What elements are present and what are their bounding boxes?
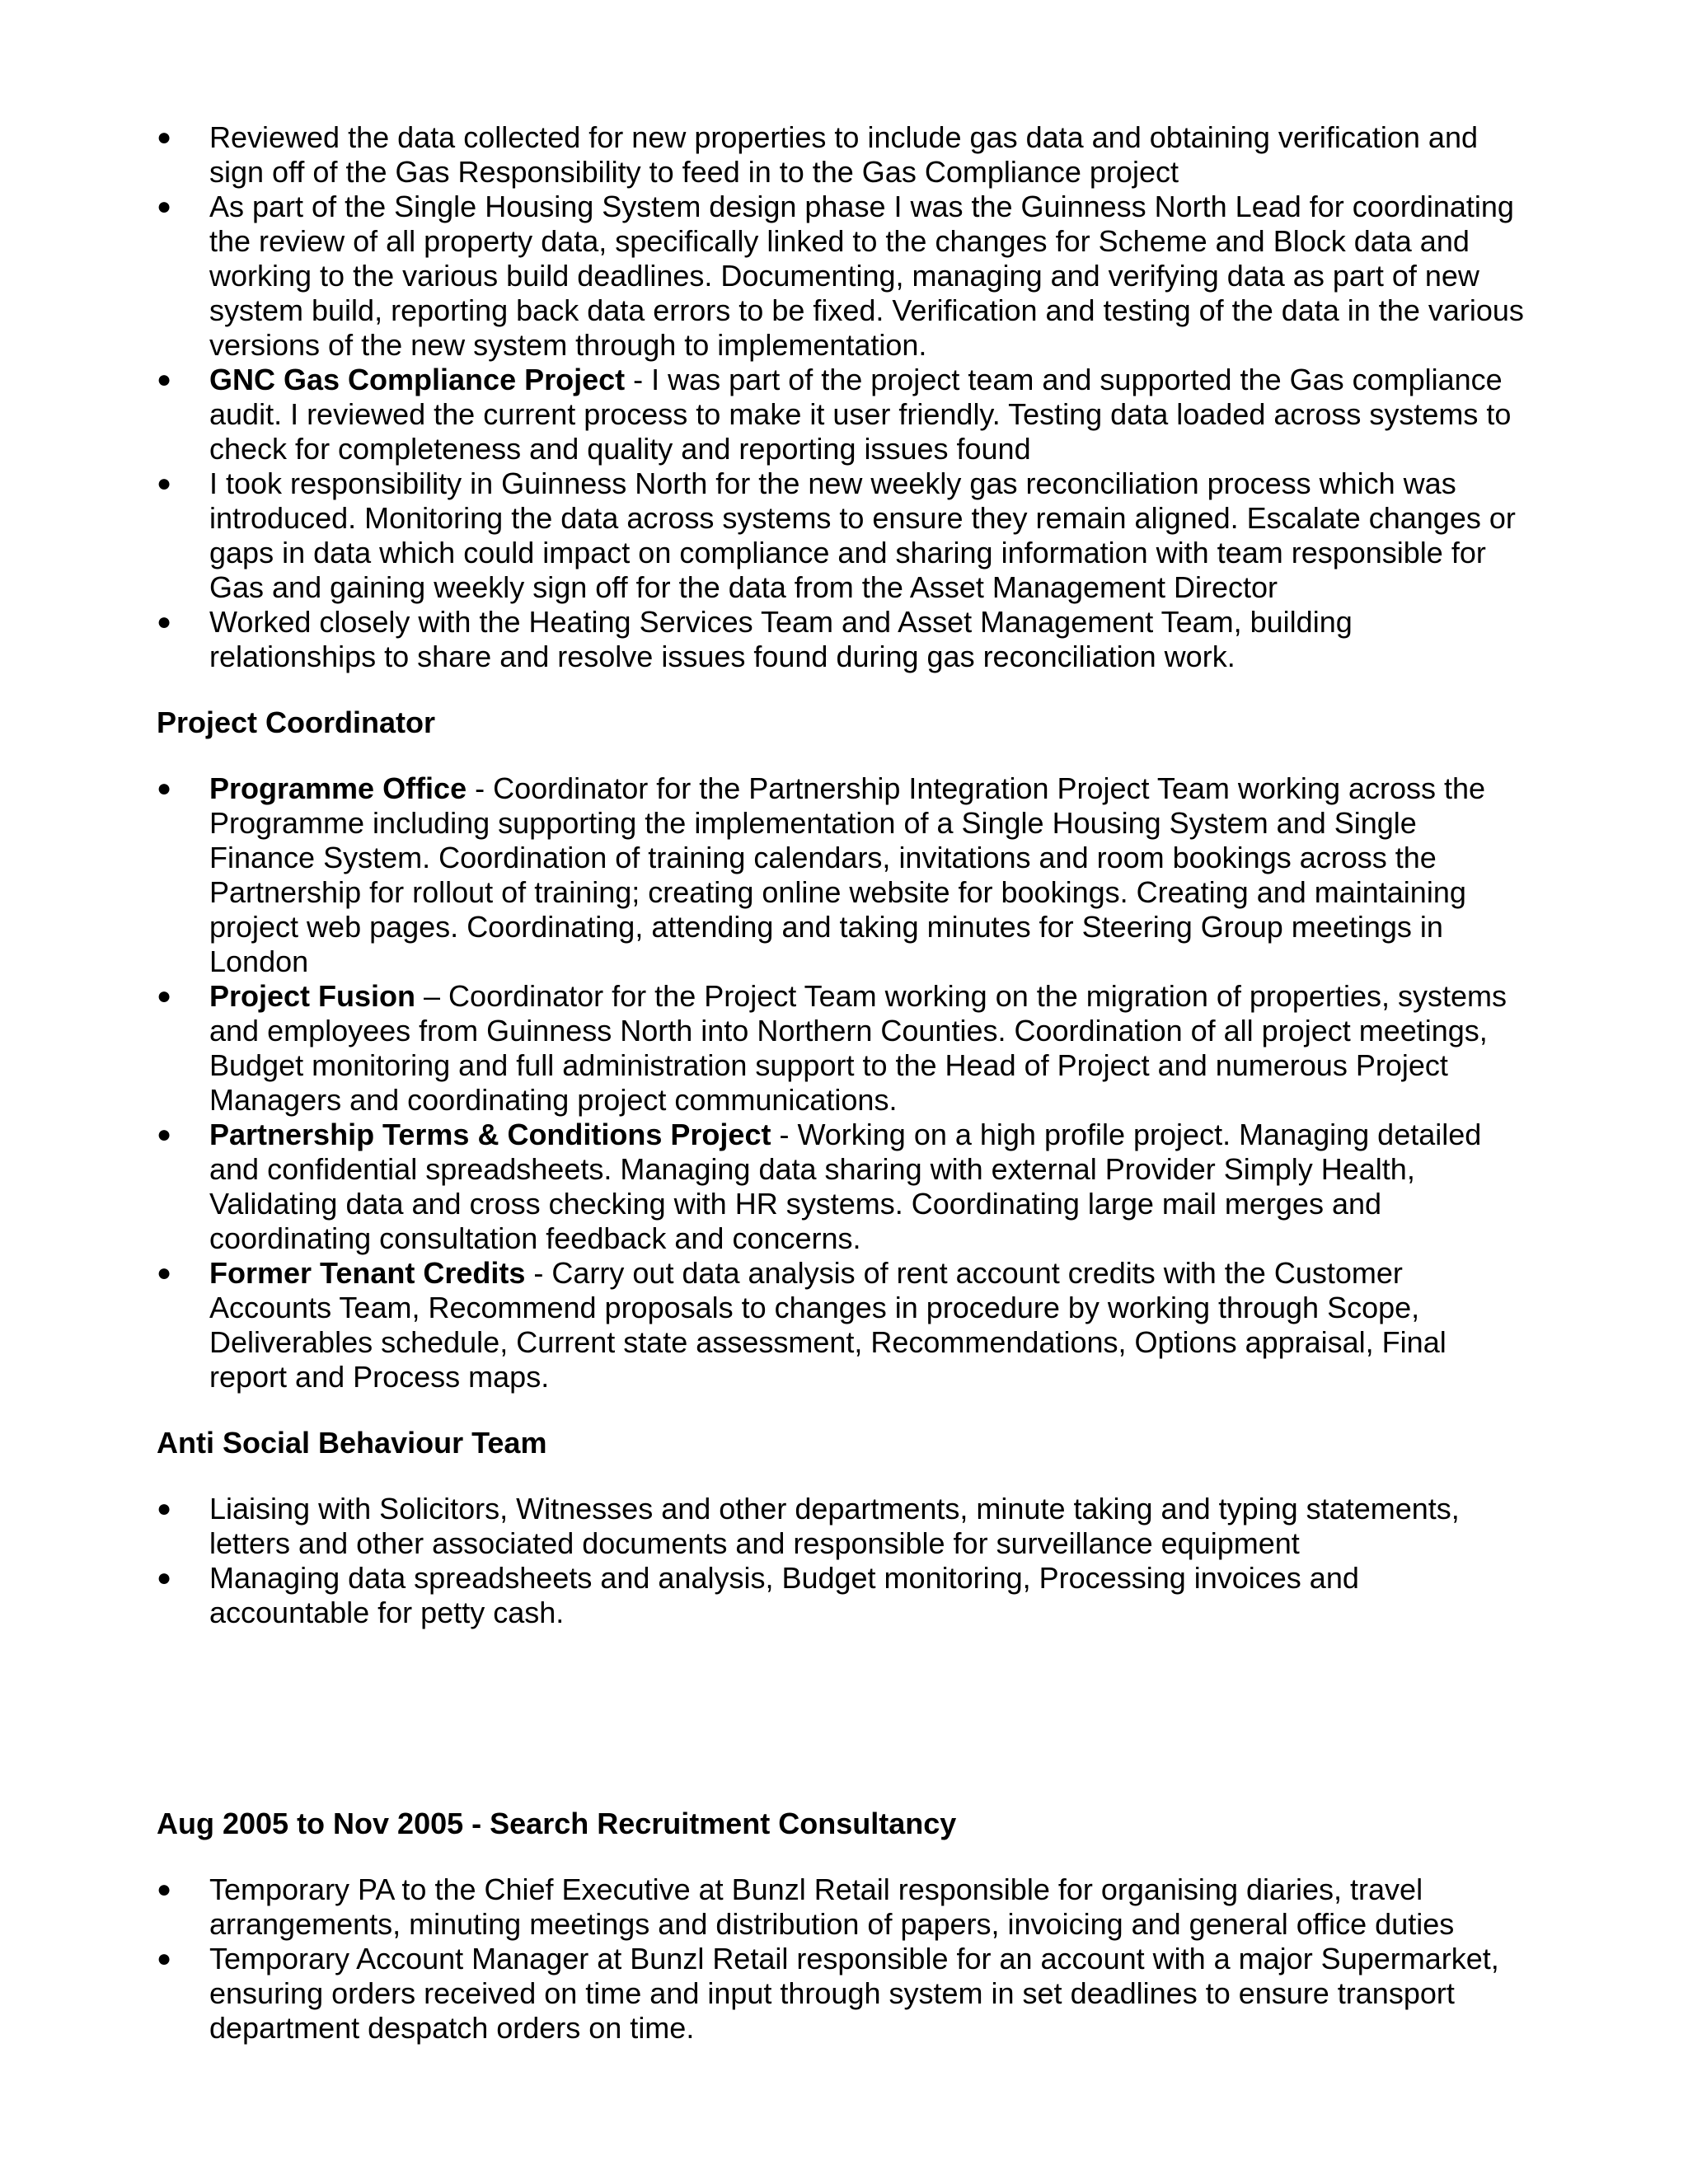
list-item (157, 1256, 1525, 1394)
intro-bullet-list (157, 120, 1525, 674)
bullet-icon: ● (157, 982, 172, 1010)
list-item-lead: Partnership Terms & Conditions Project (209, 1118, 771, 1151)
list-item (157, 605, 1525, 674)
bullet-icon: ● (157, 1564, 172, 1591)
bullet-icon: ● (157, 124, 172, 151)
list-item-text: Reviewed the data collected for new properties to include gas data and obtaining verification and sign off of the Gas Responsibility to feed in to the Gas Compliance project (209, 120, 1478, 189)
bullet-icon: ● (157, 1121, 172, 1148)
list-item (157, 1942, 1525, 2046)
list-item (157, 1492, 1525, 1561)
list-item (157, 363, 1525, 466)
section-heading-anti-social-behaviour-team: Anti Social Behaviour Team (157, 1426, 547, 1460)
list-item-text: As part of the Single Housing System design phase I was the Guinness North Lead for coordinating the review of all property data, specifically linked to the changes for Scheme and Block data and working to the various build deadlines. Documenting, managing and verifying data as part of new system build, reporting back data errors to be fixed. Verification and testing of the data in the various versions of the new system through to implementation. (209, 190, 1524, 362)
list-item-text: - Coordinator for the Partnership Integration Project Team working across the Programme including supporting the implementation of a Single Housing System and Single Finance System. Coordination of training calendars, invitations and room bookings across the Partnership for rollout of training; creating online website for bookings. Creating and maintaining project web pages. Coordinating, attending and taking minutes for Steering Group meetings in London (209, 771, 1486, 978)
bullet-icon: ● (157, 608, 172, 635)
bullet-icon: ● (157, 1876, 172, 1903)
list-item-text: Temporary PA to the Chief Executive at Bunzl Retail responsible for organising diaries, travel arrangements, minuting meetings and distribution of papers, invoicing and general office duties (209, 1872, 1455, 1941)
list-item (157, 979, 1525, 1118)
list-item-lead: Former Tenant Credits (209, 1256, 526, 1290)
list-item-text: - I was part of the project team and supported the Gas compliance audit. I reviewed the current process to make it user friendly. Testing data loaded across systems to check for completeness and quality and reporting issues found (209, 363, 1512, 466)
list-item-text: Worked closely with the Heating Services Team and Asset Management Team, building relationships to share and resolve issues found during gas reconciliation work. (209, 605, 1353, 673)
list-item-text: – Coordinator for the Project Team working on the migration of properties, systems and employees from Guinness North into Northern Counties. Coordination of all project meetings, Budget monitoring and full administration support to the Head of Project and numerous Project Managers and coordinating project communications. (209, 979, 1507, 1117)
bullet-icon: ● (157, 193, 172, 220)
bullet-icon: ● (157, 470, 172, 497)
list-item-lead: Programme Office (209, 771, 467, 805)
list-item (157, 1561, 1525, 1630)
list-item-text: I took responsibility in Guinness North for the new weekly gas reconciliation process which was introduced. Monitoring the data across systems to ensure they remain aligned. Escalate changes or gaps in data which could impact on compliance and sharing information with team responsible for Gas and gaining weekly sign off for the data from the Asset Management Director (209, 466, 1516, 604)
project-coordinator-bullet-list (157, 771, 1525, 1394)
list-item-lead: Project Fusion (209, 979, 416, 1013)
list-item (157, 466, 1525, 605)
list-item-text: - Working on a high profile project. Managing detailed and confidential spreadsheets. Managing data sharing with external Provider Simply Health, Validating data and cross checking with HR systems. Coordinating large mail merges and coordinating consultation feedback and concerns. (209, 1118, 1482, 1255)
bullet-icon: ● (157, 1495, 172, 1522)
bullet-icon: ● (157, 775, 172, 802)
list-item-text: Temporary Account Manager at Bunzl Retail responsible for an account with a major Supermarket, ensuring orders received on time and input through system in set deadlines to ensure transport department despatch orders on time. (209, 1942, 1499, 2045)
list-item-lead: GNC Gas Compliance Project (209, 363, 626, 396)
document-content (157, 120, 1525, 2046)
search-recruitment-bullet-list (157, 1872, 1525, 2046)
asb-team-bullet-list (157, 1492, 1525, 1630)
section-heading-project-coordinator: Project Coordinator (157, 705, 436, 739)
list-item-text: Liaising with Solicitors, Witnesses and other departments, minute taking and typing statements, letters and other associated documents and responsible for surveillance equipment (209, 1492, 1460, 1560)
list-item (157, 190, 1525, 363)
list-item (157, 1872, 1525, 1942)
spacer (157, 1630, 1525, 1775)
bullet-icon: ● (157, 1945, 172, 1972)
list-item-text: Managing data spreadsheets and analysis, Budget monitoring, Processing invoices and accountable for petty cash. (209, 1561, 1359, 1629)
bullet-icon: ● (157, 366, 172, 393)
list-item (157, 771, 1525, 979)
list-item-text: - Carry out data analysis of rent account credits with the Customer Accounts Team, Recommend proposals to changes in procedure by working through Scope, Deliverables schedule, Current state assessment, Recommendations, Options appraisal, Final report and Process maps. (209, 1256, 1447, 1394)
bullet-icon: ● (157, 1259, 172, 1286)
list-item (157, 120, 1525, 190)
list-item (157, 1118, 1525, 1256)
section-heading-search-recruitment: Aug 2005 to Nov 2005 - Search Recruitment Consultancy (157, 1807, 957, 1840)
